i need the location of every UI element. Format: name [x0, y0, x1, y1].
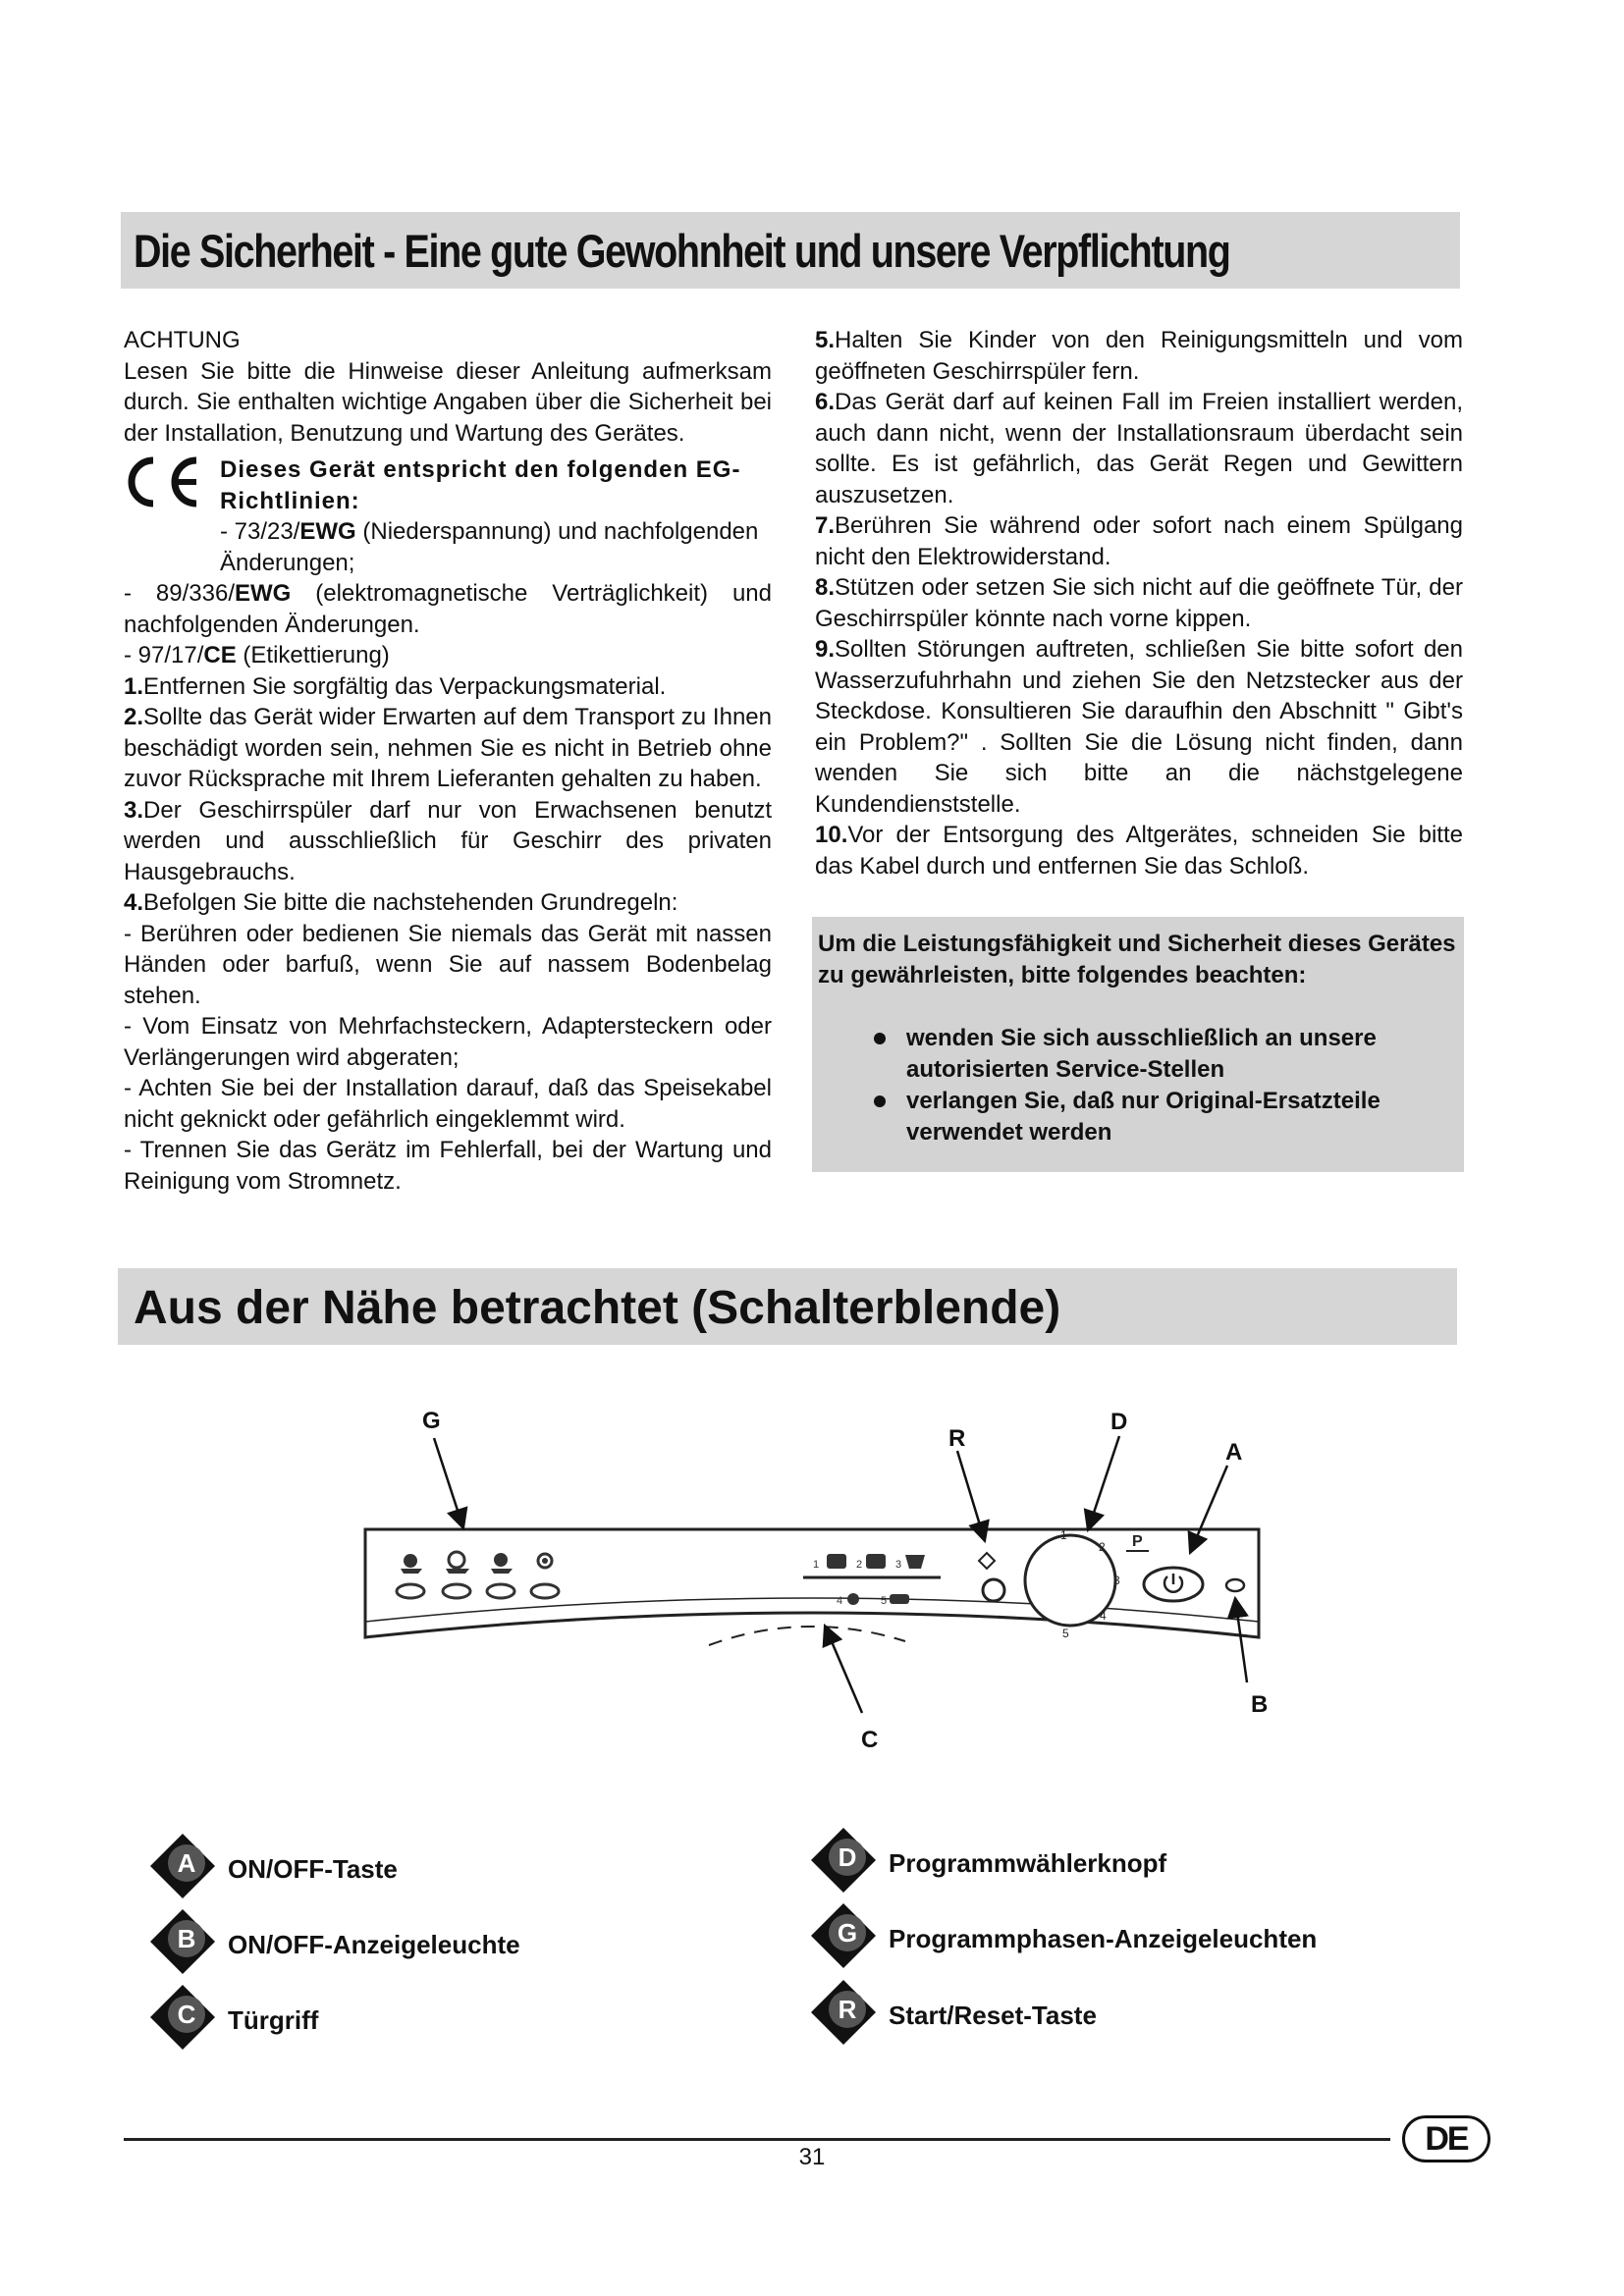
on-off-button	[1144, 1568, 1203, 1601]
item-4-number: 4.	[124, 889, 144, 916]
item-10-text: Vor der Entsorgung des Altgerätes, schneiden Sie bitte das Kabel durch und entfernen Sie das Schloß.	[815, 822, 1463, 880]
item-5-number: 5.	[815, 327, 836, 353]
item-5-text: Halten Sie Kinder von den Reinigungsmitteln und vom geöffneten Geschirrspüler fern.	[815, 327, 1463, 385]
rule-2: - Vom Einsatz von Mehrfachsteckern, Adaptersteckern oder Verlängerungen wird abgeraten;	[124, 1013, 772, 1071]
knob-number-3: 3	[1113, 1574, 1120, 1587]
notice-lead: Um die Leistungsfähigkeit und Sicherheit dieses Gerätes zu gewährleisten, bitte folgendes beachten:	[818, 931, 1456, 988]
notice-bullet-1-text: wenden Sie sich ausschließlich an unsere autorisierten Service-Stellen	[906, 1025, 1377, 1083]
directive-3-number: - 97/17/	[124, 642, 204, 668]
callout-label-r: R	[948, 1425, 966, 1452]
legend-letter-r: R	[838, 1995, 857, 2024]
diamond-b-icon	[150, 1909, 215, 1974]
item-3-text: Der Geschirrspüler darf nur von Erwachsenen benutzt werden und ausschließlich für Geschirr des privaten Hausgebrauchs.	[124, 796, 772, 885]
legend-text-c: Türgriff	[228, 2005, 319, 2035]
item-7-text: Berühren Sie während oder sofort nach einem Spülgang nicht den Elektrowiderstand.	[815, 512, 1463, 570]
panel-symbol-5: 5	[881, 1595, 888, 1607]
rule-1: - Berühren oder bedienen Sie niemals das Gerät mit nassen Händen oder barfuß, wenn Sie auf nassem Bodenbelag stehen.	[124, 920, 772, 1009]
panel-symbol-4: 4	[837, 1595, 843, 1607]
item-3-number: 3.	[124, 796, 144, 824]
knob-number-5: 5	[1062, 1627, 1069, 1640]
legend-text-r: Start/Reset-Taste	[889, 2001, 1097, 2030]
directive-1-text: (Niederspannung) und nachfolgenden Änderungen;	[220, 518, 759, 576]
item-8-number: 8.	[815, 574, 836, 601]
item-9-number: 9.	[815, 636, 836, 663]
item-6-number: 6.	[815, 389, 836, 415]
callout-label-c: C	[861, 1727, 879, 1753]
knob-number-1: 1	[1060, 1528, 1067, 1542]
rule-4: - Trennen Sie das Gerätz im Fehlerfall, bei der Wartung und Reinigung vom Stromnetz.	[124, 1137, 772, 1195]
callout-label-a: A	[1225, 1439, 1243, 1466]
page-number: 31	[798, 2144, 826, 2170]
section-title-control-panel: Aus der Nähe betrachtet (Schalterblende)	[134, 1282, 1061, 1334]
item-9-text: Sollten Störungen auftreten, schließen Sie bitte sofort den Wasserzufuhrhahn und ziehen Sie den Netzstecker aus der Steckdose. Konsultieren Sie daraufhin den Abschnitt " Gibt's ein Problem?" . Sollten Sie die Lösung nicht finden, dann wenden Sie sich bitte an die nächstgelegene Kundendienststelle.	[815, 636, 1463, 818]
panel-p-mark: P	[1132, 1533, 1143, 1550]
warning-heading: ACHTUNG	[124, 327, 241, 353]
diamond-g-icon	[811, 1903, 876, 1968]
callout-label-d: D	[1110, 1409, 1128, 1435]
item-4-text: Befolgen Sie bitte die nachstehenden Grundregeln:	[143, 889, 678, 916]
directive-2-number: - 89/336/	[124, 580, 235, 607]
panel-symbol-1: 1	[813, 1559, 820, 1571]
legend-text-a: ON/OFF-Taste	[228, 1854, 398, 1884]
legend-letter-g: G	[837, 1918, 858, 1948]
ce-text: Dieses Gerät entspricht den folgenden EG-Richtlinien:	[220, 456, 741, 514]
panel-symbol-2: 2	[856, 1559, 863, 1571]
legend-text-g: Programmphasen-Anzeigeleuchten	[889, 1924, 1318, 1953]
language-code: DE	[1425, 2120, 1468, 2158]
item-10-number: 10.	[815, 822, 848, 848]
diamond-a-icon	[150, 1834, 215, 1898]
directive-1-code: EWG	[299, 518, 356, 545]
section-title-safety: Die Sicherheit - Eine gute Gewohnheit und unsere Verpflichtung	[134, 225, 1230, 277]
language-badge	[1402, 2115, 1490, 2163]
directive-1-number: - 73/23/	[220, 518, 300, 545]
notice-bullet-2-text: verlangen Sie, daß nur Original-Ersatzteile verwendet werden	[906, 1088, 1380, 1146]
diamond-c-icon	[150, 1985, 215, 2050]
item-8-text: Stützen oder setzen Sie sich nicht auf die geöffnete Tür, der Geschirrspüler könnte nach vorne kippen.	[815, 574, 1463, 632]
panel-symbol-3: 3	[895, 1559, 902, 1571]
diamond-r-icon	[811, 1980, 876, 2045]
legend-text-b: ON/OFF-Anzeigeleuchte	[228, 1930, 520, 1959]
item-2-text: Sollte das Gerät wider Erwarten auf dem Transport zu Ihnen beschädigt worden sein, nehmen Sie es nicht in Betrieb ohne zuvor Rücksprache mit Ihrem Lieferanten gehalten zu haben.	[124, 704, 772, 792]
footer-rule	[124, 2138, 1390, 2141]
item-2-number: 2.	[124, 704, 144, 730]
knob-number-4: 4	[1100, 1609, 1107, 1623]
rule-3: - Achten Sie bei der Installation darauf, daß das Speisekabel nicht geknickt oder gefährlich eingeklemmt wird.	[124, 1075, 772, 1133]
legend-letter-b: B	[177, 1924, 196, 1953]
legend-letter-d: D	[838, 1842, 857, 1872]
item-1-number: 1.	[124, 672, 144, 700]
intro-paragraph: Lesen Sie bitte die Hinweise dieser Anleitung aufmerksam durch. Sie enthalten wichtige Angaben über die Sicherheit bei der Installation, Benutzung und Wartung des Gerätes.	[124, 357, 772, 447]
item-1-text: Entfernen Sie sorgfältig das Verpackungsmaterial.	[143, 672, 667, 700]
callout-label-g: G	[422, 1408, 441, 1434]
directive-2-code: EWG	[235, 580, 292, 607]
knob-number-2: 2	[1099, 1540, 1106, 1554]
legend-letter-a: A	[177, 1848, 196, 1878]
door-handle	[709, 1627, 905, 1645]
directive-2-text: (elektromagnetische Verträglichkeit) und nachfolgenden Änderungen.	[124, 580, 772, 638]
legend-text-d: Programmwählerknopf	[889, 1848, 1167, 1878]
callout-label-b: B	[1251, 1691, 1269, 1718]
directive-3-code: CE	[203, 642, 237, 668]
diamond-d-icon	[811, 1828, 876, 1893]
item-7-number: 7.	[815, 512, 836, 539]
item-6-text: Das Gerät darf auf keinen Fall im Freien installiert werden, auch dann nicht, wenn der Installationsraum überdacht sein sollte. Es ist gefährlich, das Gerät Regen und Gewittern auszusetzen.	[815, 389, 1463, 508]
legend-letter-c: C	[177, 2000, 196, 2029]
directive-3-text: (Etikettierung)	[236, 642, 390, 668]
